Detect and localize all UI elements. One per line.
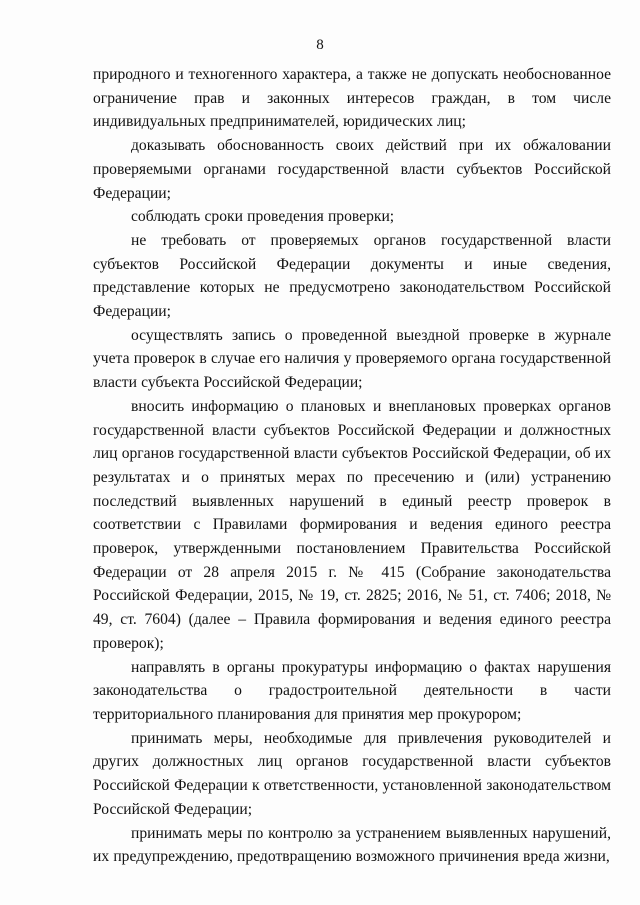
document-body — [93, 63, 611, 869]
page-number: 8 — [316, 37, 324, 53]
paragraph-accountability: принимать меры, необходимые для привлечения руководителей и других должностных лиц органов государственной власти субъектов Российской Федерации к ответственности, установленной законодательством Российской Федерации; — [93, 729, 611, 818]
paragraph-observe-deadlines: соблюдать сроки проведения проверки; — [131, 208, 395, 226]
paragraph-register-entry: вносить информацию о плановых и внеплановых проверках органов государственной власти субъектов Российской Федерации и должностных лиц органов государственной власти субъектов Российской Федерации, об их результатах и о принятых мерах по пресечению и (или) устранению последствий выявленных нарушений в единый реестр проверок в соответствии с Правилами формирования и ведения единого реестра проверок, утвержденными постановлением Правительства Российской Федерации от 28 апреля 2015 г. № 415 (Собрание законодательства Российской Федерации, 2015, № 19, ст. 2825; 2016, № 51, ст. 7406; 2018, № 49, ст. 7604) (далее – Правила формирования и ведения единого реестра проверок); — [93, 397, 611, 652]
paragraph-continuation: природного и техногенного характера, а также не допускать необоснованное ограничение прав и законных интересов граждан, в том числе индивидуальных предпринимателей, юридических лиц; — [93, 66, 611, 131]
paragraph-control-remediation: принимать меры по контролю за устранением выявленных нарушений, их предупреждению, предотвращению возможного причинения вреда жизни, — [93, 824, 611, 866]
paragraph-justify-actions: доказывать обоснованность своих действий при их обжаловании проверяемыми органами государственной власти субъектов Российской Федерации; — [93, 137, 611, 202]
paragraph-journal-record: осуществлять запись о проведенной выездной проверке в журнале учета проверок в случае его наличия у проверяемого органа государственной власти субъекта Российской Федерации; — [93, 326, 611, 392]
paragraph-no-extra-documents: не требовать от проверяемых органов государственной власти субъектов Российской Федерации документы и иные сведения, представление которых не предусмотрено законодательством Российской Федерации; — [93, 231, 611, 321]
paragraph-notify-prosecutor: направлять в органы прокуратуры информацию о фактах нарушения законодательства о градостроительной деятельности в части территориального планирования для принятия мер прокурором; — [93, 658, 611, 723]
